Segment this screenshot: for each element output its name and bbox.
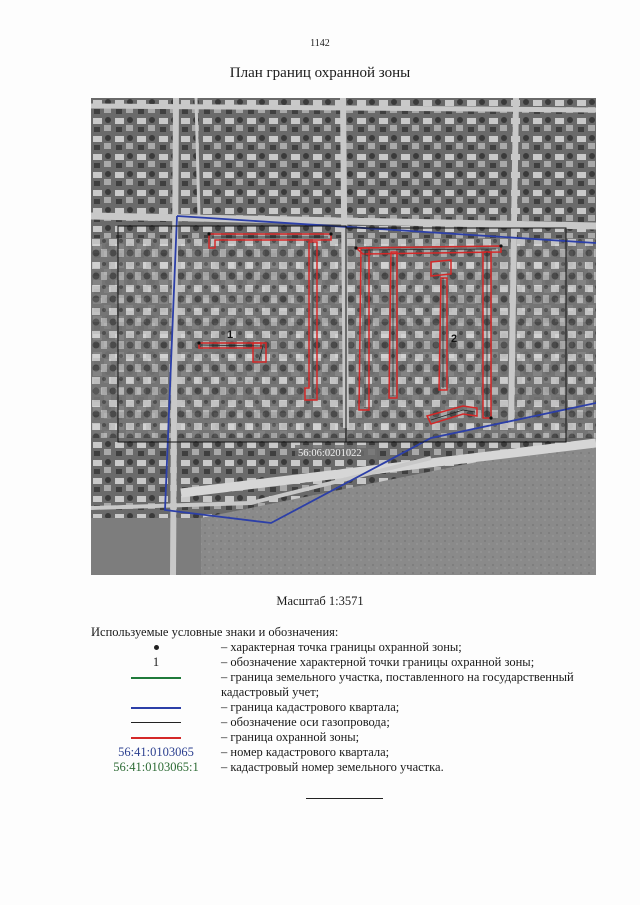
legend-item-point [91,640,601,655]
quarter-number-label: 56:06:0201022 [298,448,362,459]
blue-line-icon [131,707,181,709]
point-dot-icon [154,645,159,650]
legend-text: – кадастровый номер земельного участка. [221,760,444,774]
legend-title: Используемые условные знаки и обозначения: [91,625,339,639]
red-line-icon [131,737,181,739]
black-line-icon [131,722,181,723]
legend-item-plot-number [91,760,601,775]
legend-symbol-plot-number: 56:41:0103065:1 [113,760,199,774]
legend-symbol-text: 1 [152,655,160,669]
green-line-icon [131,677,181,679]
page-number: 1142 [310,38,330,49]
point-label-2: 2 [451,333,458,345]
legend-item-point-label [91,655,601,670]
page-title: План границ охранной зоны [229,65,411,81]
legend-symbol-quarter-number: 56:41:0103065 [118,745,194,759]
legend-text: – обозначение оси газопровода; [221,715,390,729]
legend-text: – обозначение характерной точки границы охранной зоны; [221,655,535,669]
legend-item-quarter-boundary [91,700,601,715]
point-label-1: 1 [227,329,234,341]
aerial-map [91,98,596,575]
legend-text: – характерная точка границы охранной зоны; [221,640,462,654]
legend-text: – граница кадастрового квартала; [221,700,400,714]
bottom-divider [306,798,383,799]
map-scale: Масштаб 1:3571 [276,594,364,608]
legend-item-land-plot [91,670,601,700]
legend-text: – номер кадастрового квартала; [221,745,390,759]
legend-text: – граница земельного участка, поставленного на государственный кадастровый учет; [221,670,574,699]
legend-text: – граница охранной зоны; [221,730,360,744]
legend-item-quarter-number [91,745,601,760]
legend-item-zone-boundary [91,730,601,745]
legend [91,640,601,775]
map-plan [91,98,596,575]
legend-item-pipeline-axis [91,715,601,730]
